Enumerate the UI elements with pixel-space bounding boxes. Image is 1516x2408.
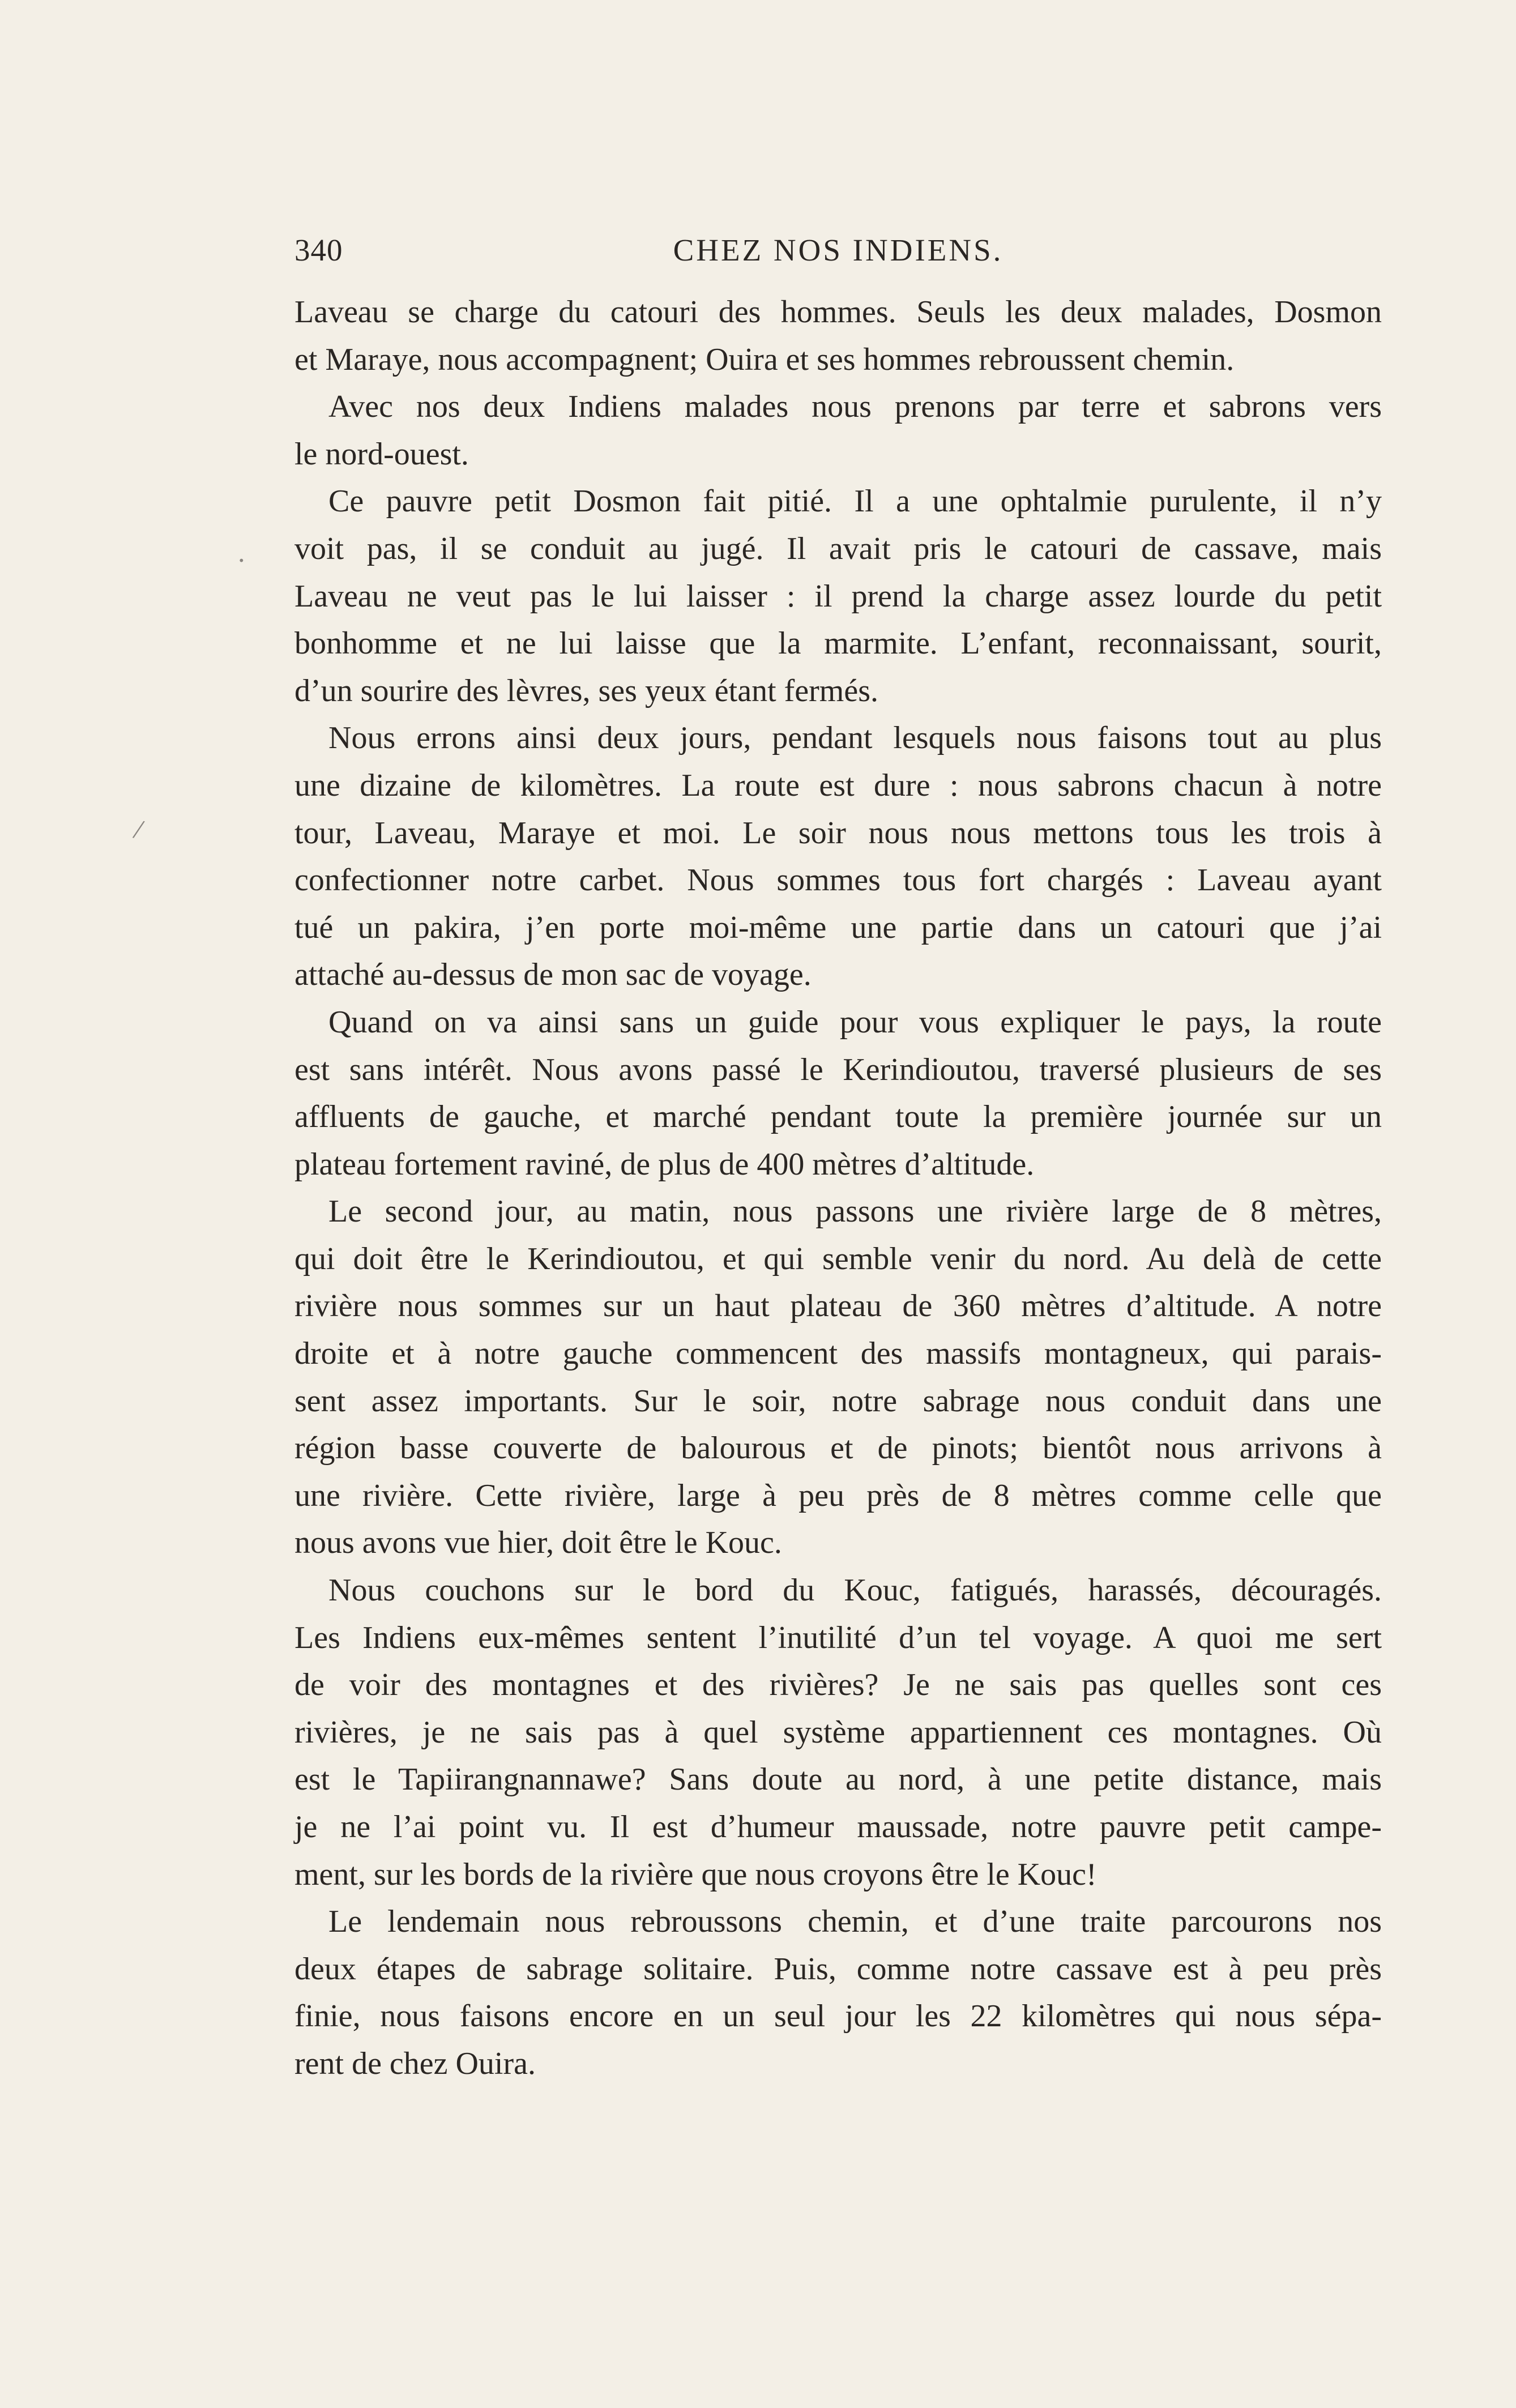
text-line: Laveau se charge du catouri des hommes. Seuls les deux malades, Dosmon [294,294,1382,330]
text-line: région basse couverte de balourous et de pinots; bientôt nous arrivons à [294,1431,1382,1466]
text-line: finie, nous faisons encore en un seul jour les 22 kilomètres qui nous sépa- [294,1999,1382,2034]
text-line: le nord-ouest. [294,436,469,472]
text-line: est le Tapiirangnannawe? Sans doute au nord, à une petite distance, mais [294,1762,1382,1798]
text-line: rivière nous sommes sur un haut plateau de 360 mètres d’altitude. A notre [294,1288,1382,1324]
text-line: une dizaine de kilomètres. La route est dure : nous sabrons chacun à notre [294,767,1382,803]
text-line: une rivière. Cette rivière, large à peu près de 8 mètres comme celle que [294,1478,1382,1513]
margin-dot: · [237,544,246,576]
text-line: tour, Laveau, Maraye et moi. Le soir nous nous mettons tous les trois à [294,815,1382,851]
text-line: rent de chez Ouira. [294,2046,536,2081]
text-line: est sans intérêt. Nous avons passé le Kerindioutou, traversé plusieurs de ses [294,1052,1382,1087]
text-line: rivières, je ne sais pas à quel système appartiennent ces montagnes. Où [294,1714,1382,1750]
text-line: qui doit être le Kerindioutou, et qui semble venir du nord. Au delà de cette [294,1241,1382,1276]
text-line: d’un sourire des lèvres, ses yeux étant fermés. [294,673,878,708]
text-line: attaché au-dessus de mon sac de voyage. [294,957,812,993]
text-line: Ce pauvre petit Dosmon fait pitié. Il a une ophtalmie purulente, il n’y [328,484,1382,519]
paragraph [294,383,1382,478]
text-line: Nous couchons sur le bord du Kouc, fatigués, harassés, découragés. [328,1573,1382,1608]
margin-stroke: / [130,813,147,846]
text-line: Quand on va ainsi sans un guide pour vous expliquer le pays, la route [328,1004,1382,1040]
text-line: deux étapes de sabrage solitaire. Puis, comme notre cassave est à peu près [294,1951,1382,1987]
text-line: bonhomme et ne lui laisse que la marmite. L’enfant, reconnaissant, sourit, [294,626,1382,661]
text-line: affluents de gauche, et marché pendant toute la première journée sur un [294,1099,1382,1135]
text-line: nous avons vue hier, doit être le Kouc. [294,1525,782,1561]
paragraph [294,1898,1382,2087]
text-line: ment, sur les bords de la rivière que nous croyons être le Kouc! [294,1856,1097,1892]
text-line: Laveau ne veut pas le lui laisser : il prend la charge assez lourde du petit [294,578,1382,614]
text-line: droite et à notre gauche commencent des massifs montagneux, qui parais- [294,1336,1382,1372]
text-line: je ne l’ai point vu. Il est d’humeur maussade, notre pauvre petit campe- [294,1809,1382,1845]
paragraph [294,715,1382,999]
text-line: confectionner notre carbet. Nous sommes tous fort chargés : Laveau ayant [294,863,1382,898]
page-number: 340 [294,233,343,267]
body-text [294,289,1382,2088]
paragraph [294,999,1382,1188]
text-line: et Maraye, nous accompagnent; Ouira et ses hommes rebroussent chemin. [294,341,1235,377]
text-line: Avec nos deux Indiens malades nous prenons par terre et sabrons vers [328,389,1382,425]
text-line: Le second jour, au matin, nous passons une rivière large de 8 mètres, [328,1194,1382,1229]
text-line: sent assez importants. Sur le soir, notre sabrage nous conduit dans une [294,1383,1382,1419]
paragraph [294,1567,1382,1898]
text-line: plateau fortement raviné, de plus de 400 mètres d’altitude. [294,1146,1035,1182]
paragraph [294,1188,1382,1567]
paragraph [294,289,1382,383]
text-line: de voir des montagnes et des rivières? Je ne sais pas quelles sont ces [294,1667,1382,1703]
text-line: voit pas, il se conduit au jugé. Il avait pris le catouri de cassave, mais [294,531,1382,566]
text-line: Nous errons ainsi deux jours, pendant lesquels nous faisons tout au plus [328,720,1382,756]
paragraph [294,478,1382,715]
page-header [294,232,1382,272]
text-line: Les Indiens eux-mêmes sentent l’inutilité d’un tel voyage. A quoi me sert [294,1620,1382,1655]
running-head: CHEZ NOS INDIENS. [673,233,1003,267]
text-line: Le lendemain nous rebroussons chemin, et d’une traite parcourons nos [328,1904,1382,1940]
text-line: tué un pakira, j’en porte moi-même une partie dans un catouri que j’ai [294,910,1382,945]
